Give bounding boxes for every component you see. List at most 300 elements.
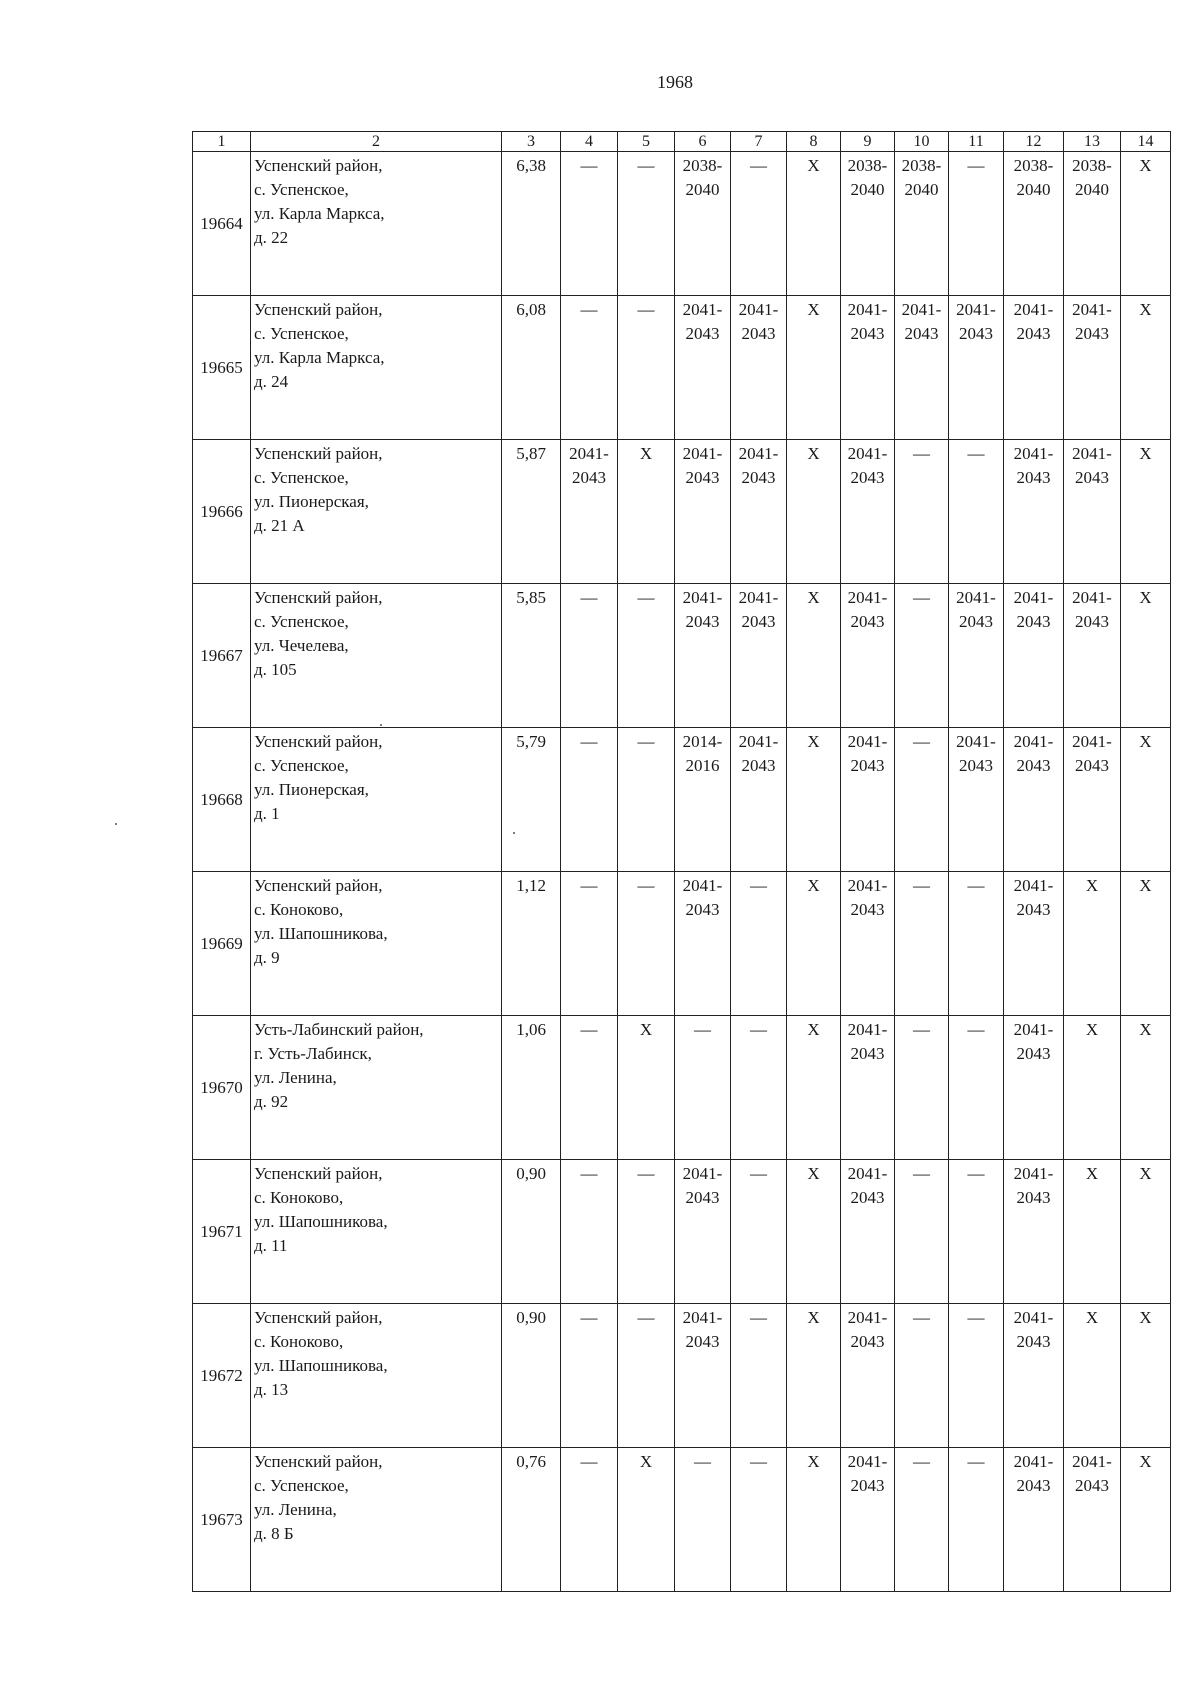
scan-speck xyxy=(380,724,382,726)
schedule-cell-text: 2043 xyxy=(1016,612,1051,631)
schedule-cell-col-7 xyxy=(731,728,787,872)
column-number-1: 1 xyxy=(193,132,251,152)
schedule-cell-text: 2041- xyxy=(901,300,942,319)
schedule-cell-text: 2043 xyxy=(572,468,606,487)
schedule-cell-text: — xyxy=(913,1020,930,1039)
schedule-cell-col-4 xyxy=(561,872,618,1016)
address-line: Успенский район, xyxy=(254,156,383,175)
address-line: с. Успенское, xyxy=(254,1476,349,1495)
schedule-cell-text: X xyxy=(807,1452,820,1471)
schedule-cell-text: 2041- xyxy=(682,588,723,607)
address-line: Усть-Лабинский район, xyxy=(254,1020,424,1039)
table-row xyxy=(193,440,1171,584)
schedule-cell-col-8 xyxy=(787,1016,841,1160)
schedule-cell-col-5 xyxy=(618,152,675,296)
schedule-cell-col-14 xyxy=(1121,728,1171,872)
schedule-cell-col-9 xyxy=(841,1016,895,1160)
column-number-13: 13 xyxy=(1064,132,1121,152)
schedule-cell-text: — xyxy=(580,876,598,895)
record-number: 19666 xyxy=(193,440,251,584)
table-row xyxy=(193,728,1171,872)
address-line: Успенский район, xyxy=(254,876,383,895)
schedule-cell-col-4 xyxy=(561,152,618,296)
schedule-cell-col-8 xyxy=(787,728,841,872)
schedule-cell-col-13 xyxy=(1064,872,1121,1016)
schedule-cell-text: 2041- xyxy=(1013,1164,1054,1183)
address-line: ул. Карла Маркса, xyxy=(254,348,385,367)
schedule-cell-text: — xyxy=(580,1020,598,1039)
schedule-cell-col-6 xyxy=(675,1160,731,1304)
address-line: ул. Пионерская, xyxy=(254,492,369,511)
schedule-cell-text: X xyxy=(1139,1452,1152,1471)
schedule-cell-text: — xyxy=(750,1164,767,1183)
schedule-cell-text: 2043 xyxy=(1016,1476,1051,1495)
schedule-cell-text: X xyxy=(807,156,820,175)
schedule-cell-col-12 xyxy=(1004,1016,1064,1160)
schedule-cell-col-11 xyxy=(949,728,1004,872)
address-line: Успенский район, xyxy=(254,588,383,607)
schedule-cell-text: X xyxy=(1085,1308,1099,1327)
schedule-cell-text: 2038- xyxy=(901,156,942,175)
schedule-cell-text: 2041- xyxy=(956,732,996,751)
schedule-cell-text: 2043 xyxy=(741,324,776,343)
schedule-cell-col-5 xyxy=(618,440,675,584)
schedule-cell-text: X xyxy=(1139,300,1152,319)
address-line: Успенский район, xyxy=(254,1452,383,1471)
schedule-cell-col-6 xyxy=(675,1304,731,1448)
address-line: ул. Шапошникова, xyxy=(254,1356,388,1375)
schedule-cell-col-7 xyxy=(731,152,787,296)
schedule-cell-text: 2043 xyxy=(850,1044,885,1063)
schedule-cell-text: X xyxy=(1085,1020,1099,1039)
schedule-cell-col-13 xyxy=(1064,1160,1121,1304)
schedule-cell-text: 2038- xyxy=(682,156,723,175)
schedule-cell-col-5 xyxy=(618,1304,675,1448)
schedule-cell-text: 2043 xyxy=(850,612,885,631)
schedule-cell-text: 2041- xyxy=(738,588,779,607)
schedule-cell-col-7 xyxy=(731,584,787,728)
schedule-cell-text: 2041- xyxy=(1013,588,1054,607)
address-cell xyxy=(251,1448,502,1592)
schedule-cell-text: X xyxy=(1139,1308,1152,1327)
schedule-cell-text: X xyxy=(1139,156,1152,175)
area-value: 6,38 xyxy=(502,152,561,296)
schedule-cell-col-4 xyxy=(561,1304,618,1448)
address-cell xyxy=(251,152,502,296)
schedule-cell-text: 2043 xyxy=(850,1332,885,1351)
schedule-cell-col-11 xyxy=(949,1160,1004,1304)
address-line: с. Успенское, xyxy=(254,612,349,631)
record-number: 19672 xyxy=(193,1304,251,1448)
schedule-cell-text: 2041- xyxy=(569,444,609,463)
schedule-cell-col-10 xyxy=(895,296,949,440)
schedule-cell-text: X xyxy=(807,588,820,607)
schedule-cell-col-10 xyxy=(895,728,949,872)
schedule-cell-text: — xyxy=(637,1164,655,1183)
schedule-cell-col-9 xyxy=(841,296,895,440)
schedule-cell-text: — xyxy=(750,1020,767,1039)
column-number-3: 3 xyxy=(502,132,561,152)
schedule-cell-text: — xyxy=(637,156,655,175)
address-line: ул. Ленина, xyxy=(254,1500,337,1519)
schedule-cell-text: — xyxy=(580,1164,598,1183)
schedule-cell-text: 2043 xyxy=(1016,1188,1051,1207)
area-value: 5,79 xyxy=(502,728,561,872)
schedule-cell-text: 2041- xyxy=(1013,1020,1054,1039)
schedule-cell-col-8 xyxy=(787,584,841,728)
schedule-cell-text: X xyxy=(1085,876,1099,895)
schedule-cell-text: 2041- xyxy=(682,444,723,463)
schedule-cell-text: — xyxy=(913,588,930,607)
schedule-cell-text: 2041- xyxy=(1013,1452,1054,1471)
schedule-cell-col-9 xyxy=(841,1448,895,1592)
schedule-cell-text: 2043 xyxy=(904,324,939,343)
schedule-cell-col-8 xyxy=(787,1304,841,1448)
schedule-cell-col-8 xyxy=(787,440,841,584)
schedule-cell-text: 2043 xyxy=(959,612,993,631)
schedule-cell-col-7 xyxy=(731,1160,787,1304)
schedule-cell-text: X xyxy=(1139,1164,1152,1183)
record-number: 19670 xyxy=(193,1016,251,1160)
schedule-cell-col-14 xyxy=(1121,1160,1171,1304)
address-cell xyxy=(251,728,502,872)
schedule-cell-text: 2040 xyxy=(850,180,885,199)
address-cell xyxy=(251,440,502,584)
schedule-cell-text: 2043 xyxy=(850,1188,885,1207)
address-line: д. 22 xyxy=(254,228,289,247)
address-line: д. 1 xyxy=(254,804,280,823)
schedule-cell-text: 2041- xyxy=(682,876,723,895)
schedule-cell-text: 2043 xyxy=(1016,1332,1051,1351)
schedule-cell-col-11 xyxy=(949,1448,1004,1592)
schedule-cell-text: — xyxy=(967,1164,985,1183)
schedule-cell-col-11 xyxy=(949,152,1004,296)
schedule-cell-text: X xyxy=(1139,876,1152,895)
schedule-cell-text: — xyxy=(750,156,767,175)
schedule-cell-col-12 xyxy=(1004,296,1064,440)
schedule-cell-col-8 xyxy=(787,152,841,296)
schedule-cell-text: 2043 xyxy=(1016,324,1051,343)
schedule-cell-col-10 xyxy=(895,1016,949,1160)
address-line: ул. Чечелева, xyxy=(254,636,349,655)
schedule-cell-text: — xyxy=(750,1308,767,1327)
table-body xyxy=(193,132,1171,1592)
address-line: д. 21 А xyxy=(254,516,305,535)
schedule-cell-col-4 xyxy=(561,584,618,728)
area-value: 1,12 xyxy=(502,872,561,1016)
schedule-cell-text: — xyxy=(913,876,930,895)
schedule-cell-text: 2043 xyxy=(741,468,776,487)
schedule-cell-col-13 xyxy=(1064,728,1121,872)
schedule-cell-col-14 xyxy=(1121,872,1171,1016)
schedule-cell-col-7 xyxy=(731,440,787,584)
address-line: с. Коноково, xyxy=(254,1332,344,1351)
schedule-cell-text: 2041- xyxy=(1072,588,1112,607)
schedule-cell-text: X xyxy=(807,444,820,463)
address-line: ул. Карла Маркса, xyxy=(254,204,385,223)
address-line: д. 9 xyxy=(254,948,280,967)
schedule-cell-col-12 xyxy=(1004,728,1064,872)
address-line: Успенский район, xyxy=(254,444,383,463)
schedule-cell-col-13 xyxy=(1064,1304,1121,1448)
schedule-cell-col-13 xyxy=(1064,584,1121,728)
schedule-cell-col-4 xyxy=(561,1448,618,1592)
schedule-cell-col-4 xyxy=(561,440,618,584)
schedule-cell-text: 2041- xyxy=(738,300,779,319)
schedule-cell-text: 2041- xyxy=(1013,1308,1054,1327)
schedule-cell-col-7 xyxy=(731,296,787,440)
schedule-cell-col-4 xyxy=(561,1016,618,1160)
schedule-cell-col-14 xyxy=(1121,296,1171,440)
schedule-cell-text: 2043 xyxy=(850,900,885,919)
schedule-cell-text: 2041- xyxy=(847,1020,888,1039)
schedule-cell-text: X xyxy=(807,1308,820,1327)
schedule-cell-col-14 xyxy=(1121,440,1171,584)
schedule-cell-text: — xyxy=(913,732,930,751)
schedule-cell-col-6 xyxy=(675,584,731,728)
schedule-cell-col-9 xyxy=(841,440,895,584)
address-line: д. 24 xyxy=(254,372,289,391)
schedule-cell-col-10 xyxy=(895,1448,949,1592)
schedule-cell-col-12 xyxy=(1004,872,1064,1016)
schedule-cell-text: 2043 xyxy=(685,1188,720,1207)
record-number: 19669 xyxy=(193,872,251,1016)
schedule-cell-col-13 xyxy=(1064,296,1121,440)
schedule-cell-text: X xyxy=(1139,1020,1152,1039)
schedule-cell-col-6 xyxy=(675,1016,731,1160)
schedule-cell-col-12 xyxy=(1004,152,1064,296)
address-line: с. Коноково, xyxy=(254,1188,344,1207)
column-number-5: 5 xyxy=(618,132,675,152)
schedule-cell-text: 2043 xyxy=(1016,468,1051,487)
schedule-cell-text: 2043 xyxy=(850,324,885,343)
column-number-8: 8 xyxy=(787,132,841,152)
address-cell xyxy=(251,296,502,440)
schedule-cell-text: — xyxy=(967,1452,985,1471)
address-line: ул. Ленина, xyxy=(254,1068,337,1087)
schedule-cell-text: X xyxy=(1139,588,1152,607)
schedule-cell-text: 2043 xyxy=(959,324,993,343)
table-row xyxy=(193,1448,1171,1592)
schedule-cell-text: 2043 xyxy=(1075,468,1109,487)
schedule-cell-text: — xyxy=(637,876,655,895)
schedule-cell-col-11 xyxy=(949,296,1004,440)
address-line: ул. Шапошникова, xyxy=(254,1212,388,1231)
schedule-cell-text: — xyxy=(637,1308,655,1327)
schedule-cell-col-11 xyxy=(949,1016,1004,1160)
schedule-cell-text: X xyxy=(807,1020,820,1039)
schedule-cell-col-5 xyxy=(618,728,675,872)
schedule-cell-text: — xyxy=(913,1452,930,1471)
address-line: д. 92 xyxy=(254,1092,289,1111)
schedule-cell-text: X xyxy=(807,876,820,895)
schedule-cell-col-12 xyxy=(1004,1304,1064,1448)
schedule-cell-col-10 xyxy=(895,440,949,584)
schedule-cell-text: 2041- xyxy=(1072,732,1112,751)
schedule-cell-text: X xyxy=(807,732,820,751)
schedule-cell-col-5 xyxy=(618,584,675,728)
schedule-cell-col-5 xyxy=(618,872,675,1016)
schedule-cell-text: — xyxy=(694,1452,711,1471)
column-number-12: 12 xyxy=(1004,132,1064,152)
schedule-cell-text: X xyxy=(639,444,653,463)
schedule-cell-text: 2041- xyxy=(1013,300,1054,319)
schedule-cell-col-8 xyxy=(787,1160,841,1304)
address-cell xyxy=(251,872,502,1016)
address-cell xyxy=(251,584,502,728)
address-line: ул. Шапошникова, xyxy=(254,924,388,943)
schedule-cell-text: 2043 xyxy=(1075,324,1109,343)
schedule-cell-text: 2043 xyxy=(685,324,720,343)
schedule-cell-text: 2041- xyxy=(847,588,888,607)
schedule-cell-text: X xyxy=(1139,732,1152,751)
schedule-cell-col-10 xyxy=(895,1160,949,1304)
address-line: г. Усть-Лабинск, xyxy=(254,1044,372,1063)
address-cell xyxy=(251,1304,502,1448)
table-row xyxy=(193,152,1171,296)
schedule-cell-col-9 xyxy=(841,728,895,872)
table-row xyxy=(193,1160,1171,1304)
schedule-cell-text: 2041- xyxy=(1072,1452,1112,1471)
housing-register-table xyxy=(192,131,1171,1592)
schedule-cell-text: 2041- xyxy=(738,732,779,751)
schedule-cell-text: 2041- xyxy=(847,732,888,751)
schedule-cell-col-10 xyxy=(895,1304,949,1448)
page-number: 1968 xyxy=(657,72,693,92)
schedule-cell-text: — xyxy=(637,588,655,607)
schedule-cell-text: — xyxy=(967,444,985,463)
schedule-cell-text: — xyxy=(967,1020,985,1039)
schedule-cell-col-5 xyxy=(618,1160,675,1304)
schedule-cell-text: X xyxy=(639,1452,653,1471)
record-number: 19673 xyxy=(193,1448,251,1592)
address-line: с. Успенское, xyxy=(254,180,349,199)
schedule-cell-col-6 xyxy=(675,296,731,440)
area-value: 5,87 xyxy=(502,440,561,584)
column-number-10: 10 xyxy=(895,132,949,152)
schedule-cell-text: 2041- xyxy=(1013,444,1054,463)
schedule-cell-text: — xyxy=(967,1308,985,1327)
schedule-cell-text: X xyxy=(807,1164,820,1183)
column-number-11: 11 xyxy=(949,132,1004,152)
schedule-cell-col-7 xyxy=(731,1304,787,1448)
schedule-cell-text: 2043 xyxy=(1016,900,1051,919)
schedule-cell-col-5 xyxy=(618,296,675,440)
schedule-cell-col-6 xyxy=(675,152,731,296)
schedule-cell-text: 2041- xyxy=(847,876,888,895)
schedule-cell-col-7 xyxy=(731,872,787,1016)
address-line: д. 105 xyxy=(254,660,297,679)
schedule-cell-text: 2038- xyxy=(847,156,888,175)
schedule-cell-text: 2041- xyxy=(847,1452,888,1471)
schedule-cell-col-9 xyxy=(841,584,895,728)
schedule-cell-text: 2041- xyxy=(682,300,723,319)
schedule-cell-col-10 xyxy=(895,872,949,1016)
scan-speck xyxy=(115,823,117,825)
schedule-cell-col-12 xyxy=(1004,440,1064,584)
schedule-cell-text: 2043 xyxy=(685,612,720,631)
schedule-cell-text: — xyxy=(750,876,767,895)
schedule-cell-text: — xyxy=(580,588,598,607)
schedule-cell-text: 2043 xyxy=(850,756,885,775)
schedule-cell-text: 2043 xyxy=(1016,756,1051,775)
column-number-2: 2 xyxy=(251,132,502,152)
record-number: 19667 xyxy=(193,584,251,728)
address-line: д. 13 xyxy=(254,1380,289,1399)
schedule-cell-text: — xyxy=(580,1308,598,1327)
schedule-cell-col-11 xyxy=(949,872,1004,1016)
schedule-cell-col-14 xyxy=(1121,1448,1171,1592)
schedule-cell-col-6 xyxy=(675,1448,731,1592)
column-number-14: 14 xyxy=(1121,132,1171,152)
column-number-7: 7 xyxy=(731,132,787,152)
record-number: 19671 xyxy=(193,1160,251,1304)
schedule-cell-text: 2043 xyxy=(685,900,720,919)
schedule-cell-col-4 xyxy=(561,728,618,872)
schedule-cell-text: — xyxy=(750,1452,767,1471)
schedule-cell-text: — xyxy=(694,1020,711,1039)
schedule-cell-col-8 xyxy=(787,296,841,440)
schedule-cell-text: 2043 xyxy=(685,1332,720,1351)
table-row xyxy=(193,296,1171,440)
schedule-cell-text: 2043 xyxy=(685,468,720,487)
schedule-cell-col-6 xyxy=(675,728,731,872)
table-row xyxy=(193,1304,1171,1448)
schedule-cell-col-11 xyxy=(949,584,1004,728)
schedule-cell-text: 2041- xyxy=(1013,732,1054,751)
schedule-cell-col-12 xyxy=(1004,584,1064,728)
address-line: Успенский район, xyxy=(254,1308,383,1327)
address-line: Успенский район, xyxy=(254,300,383,319)
address-cell xyxy=(251,1160,502,1304)
schedule-cell-text: X xyxy=(807,300,820,319)
schedule-cell-text: 2041- xyxy=(956,300,996,319)
schedule-cell-text: 2041- xyxy=(1013,876,1054,895)
schedule-cell-text: 2043 xyxy=(1075,612,1109,631)
schedule-cell-col-12 xyxy=(1004,1160,1064,1304)
column-number-9: 9 xyxy=(841,132,895,152)
schedule-cell-text: 2043 xyxy=(1075,1476,1109,1495)
schedule-cell-col-5 xyxy=(618,1016,675,1160)
record-number: 19668 xyxy=(193,728,251,872)
schedule-cell-text: 2041- xyxy=(738,444,779,463)
schedule-cell-text: — xyxy=(967,876,985,895)
schedule-cell-col-4 xyxy=(561,1160,618,1304)
schedule-cell-text: 2043 xyxy=(741,612,776,631)
schedule-cell-text: — xyxy=(580,300,598,319)
schedule-cell-text: 2041- xyxy=(847,444,888,463)
schedule-cell-col-5 xyxy=(618,1448,675,1592)
schedule-cell-col-11 xyxy=(949,1304,1004,1448)
schedule-cell-col-9 xyxy=(841,1160,895,1304)
schedule-cell-text: 2043 xyxy=(1075,756,1109,775)
schedule-cell-col-11 xyxy=(949,440,1004,584)
schedule-cell-text: — xyxy=(913,444,930,463)
area-value: 1,06 xyxy=(502,1016,561,1160)
schedule-cell-text: 2041- xyxy=(956,588,996,607)
schedule-cell-col-6 xyxy=(675,440,731,584)
schedule-cell-col-9 xyxy=(841,1304,895,1448)
scan-speck xyxy=(513,832,515,834)
schedule-cell-text: 2041- xyxy=(1072,444,1112,463)
schedule-cell-col-14 xyxy=(1121,1304,1171,1448)
table-row xyxy=(193,872,1171,1016)
schedule-cell-text: 2041- xyxy=(682,1164,723,1183)
schedule-cell-text: — xyxy=(637,732,655,751)
schedule-cell-col-7 xyxy=(731,1448,787,1592)
address-line: д. 11 xyxy=(254,1236,288,1255)
schedule-cell-text: — xyxy=(967,156,985,175)
